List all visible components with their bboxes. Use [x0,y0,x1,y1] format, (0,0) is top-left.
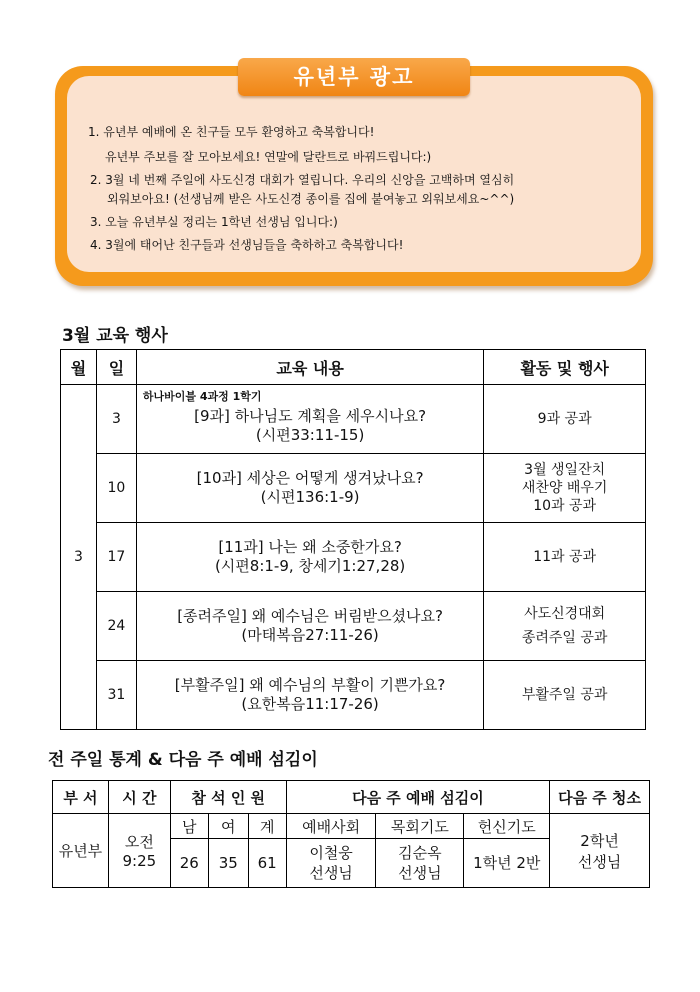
header-female: 여 [208,814,248,839]
header-offering: 헌신기도 [464,814,550,839]
leader-line2: 선생님 [309,864,353,882]
header-leader: 예배사회 [286,814,376,839]
lesson-ref: (시편136:1-9) [260,488,360,506]
book-label: 하나바이블 4과정 1학기 [142,390,262,403]
lesson-title: [10과] 세상은 어떻게 생겨났나요? [196,469,424,487]
header-servers: 다음 주 예배 섬김이 [286,781,549,814]
lesson-ref: (시편33:11-15) [255,426,365,444]
announcement-line-1b: 유년부 주보를 잘 모아보세요! 연말에 달란트로 바꿔드립니다:) [105,150,432,164]
prayer-line1: 김순옥 [398,844,442,862]
activity-line: 부활주일 공과 [521,687,608,703]
activity-cell [484,661,646,730]
time-cell [108,814,170,888]
activity-line: 10과 공과 [533,498,597,514]
leader-cell [286,839,376,888]
events-heading: 3월 교육 행사 [62,326,168,346]
activity-line: 3월 생일잔치 [524,462,606,478]
header-prayer: 목회기도 [376,814,464,839]
announcement-line-2b: 외워보아요! (선생님께 받은 사도신경 종이를 집에 붙여놓고 외워보세요~^^) [107,192,515,206]
activity-line: 11과 공과 [533,549,597,565]
lesson-cell [136,523,483,592]
header-dept: 부 서 [53,781,109,814]
header-total: 계 [248,814,286,839]
table-row [61,592,646,661]
day-cell: 10 [96,454,136,523]
lesson-ref: (요한복음11:17-26) [241,695,379,713]
total-count: 61 [248,839,286,888]
offering-cell: 1학년 2반 [464,839,550,888]
time-line1: 오전 [124,833,154,851]
lesson-title: [부활주일] 왜 예수님의 부활이 기쁜가요? [174,676,446,694]
lesson-title: [종려주일] 왜 예수님은 버림받으셨나요? [177,607,443,625]
activity-line: 사도신경대회 [524,606,606,622]
announcement-line-1: 1. 유년부 예배에 온 친구들 모두 환영하고 축복합니다! [88,125,375,139]
events-table [60,349,646,730]
day-cell: 17 [96,523,136,592]
activity-cell [484,454,646,523]
activity-cell [484,385,646,454]
table-row [61,385,646,454]
header-time: 시 간 [108,781,170,814]
stats-table [52,780,650,888]
cleaning-line2: 선생님 [577,852,622,871]
stats-heading: 전 주일 통계 & 다음 주 예배 섬김이 [48,750,318,770]
header-male: 남 [170,814,208,839]
prayer-cell [376,839,464,888]
table-row [61,454,646,523]
header-day: 일 [96,350,136,385]
dept-cell: 유년부 [53,814,109,888]
cleaning-line1: 2학년 [580,831,619,850]
day-cell: 24 [96,592,136,661]
activity-line: 새찬양 배우기 [521,480,608,496]
lesson-ref: (시편8:1-9, 창세기1:27,28) [214,557,406,575]
header-cleaning: 다음 주 청소 [550,781,650,814]
leader-line1: 이철웅 [309,844,353,862]
month-cell: 3 [61,385,97,730]
header-activity: 활동 및 행사 [484,350,646,385]
time-line2: 9:25 [122,852,157,870]
stats-subheader-row [53,814,650,839]
lesson-cell [136,592,483,661]
lesson-cell [136,454,483,523]
lesson-ref: (마태복음27:11-26) [241,626,379,644]
lesson-title: [11과] 나는 왜 소중한가요? [218,538,402,556]
table-row [61,661,646,730]
announcement-line-2: 2. 3월 네 번째 주일에 사도신경 대회가 열립니다. 우리의 신앙을 고백하며 열심히 [90,173,515,187]
announcement-line-3: 3. 오늘 유년부실 정리는 1학년 선생님 입니다:) [90,215,338,229]
lesson-cell [136,661,483,730]
male-count: 26 [170,839,208,888]
header-month: 월 [61,350,97,385]
day-cell: 3 [96,385,136,454]
lesson-cell [136,385,483,454]
activity-line: 9과 공과 [537,411,592,427]
lesson-title: [9과] 하나님도 계획을 세우시나요? [194,407,427,425]
header-attendance: 참 석 인 원 [170,781,286,814]
announcement-list [88,123,638,255]
announcement-line-4: 4. 3월에 태어난 친구들과 선생님들을 축하하고 축복합니다! [90,238,404,252]
cleaning-cell [550,814,650,888]
announcement-title: 유년부 광고 [293,65,415,89]
activity-cell [484,523,646,592]
header-content: 교육 내용 [136,350,483,385]
female-count: 35 [208,839,248,888]
prayer-line2: 선생님 [398,864,442,882]
stats-header-row [53,781,650,814]
table-row [61,523,646,592]
day-cell: 31 [96,661,136,730]
activity-line: 종려주일 공과 [521,630,608,646]
activity-cell [484,592,646,661]
